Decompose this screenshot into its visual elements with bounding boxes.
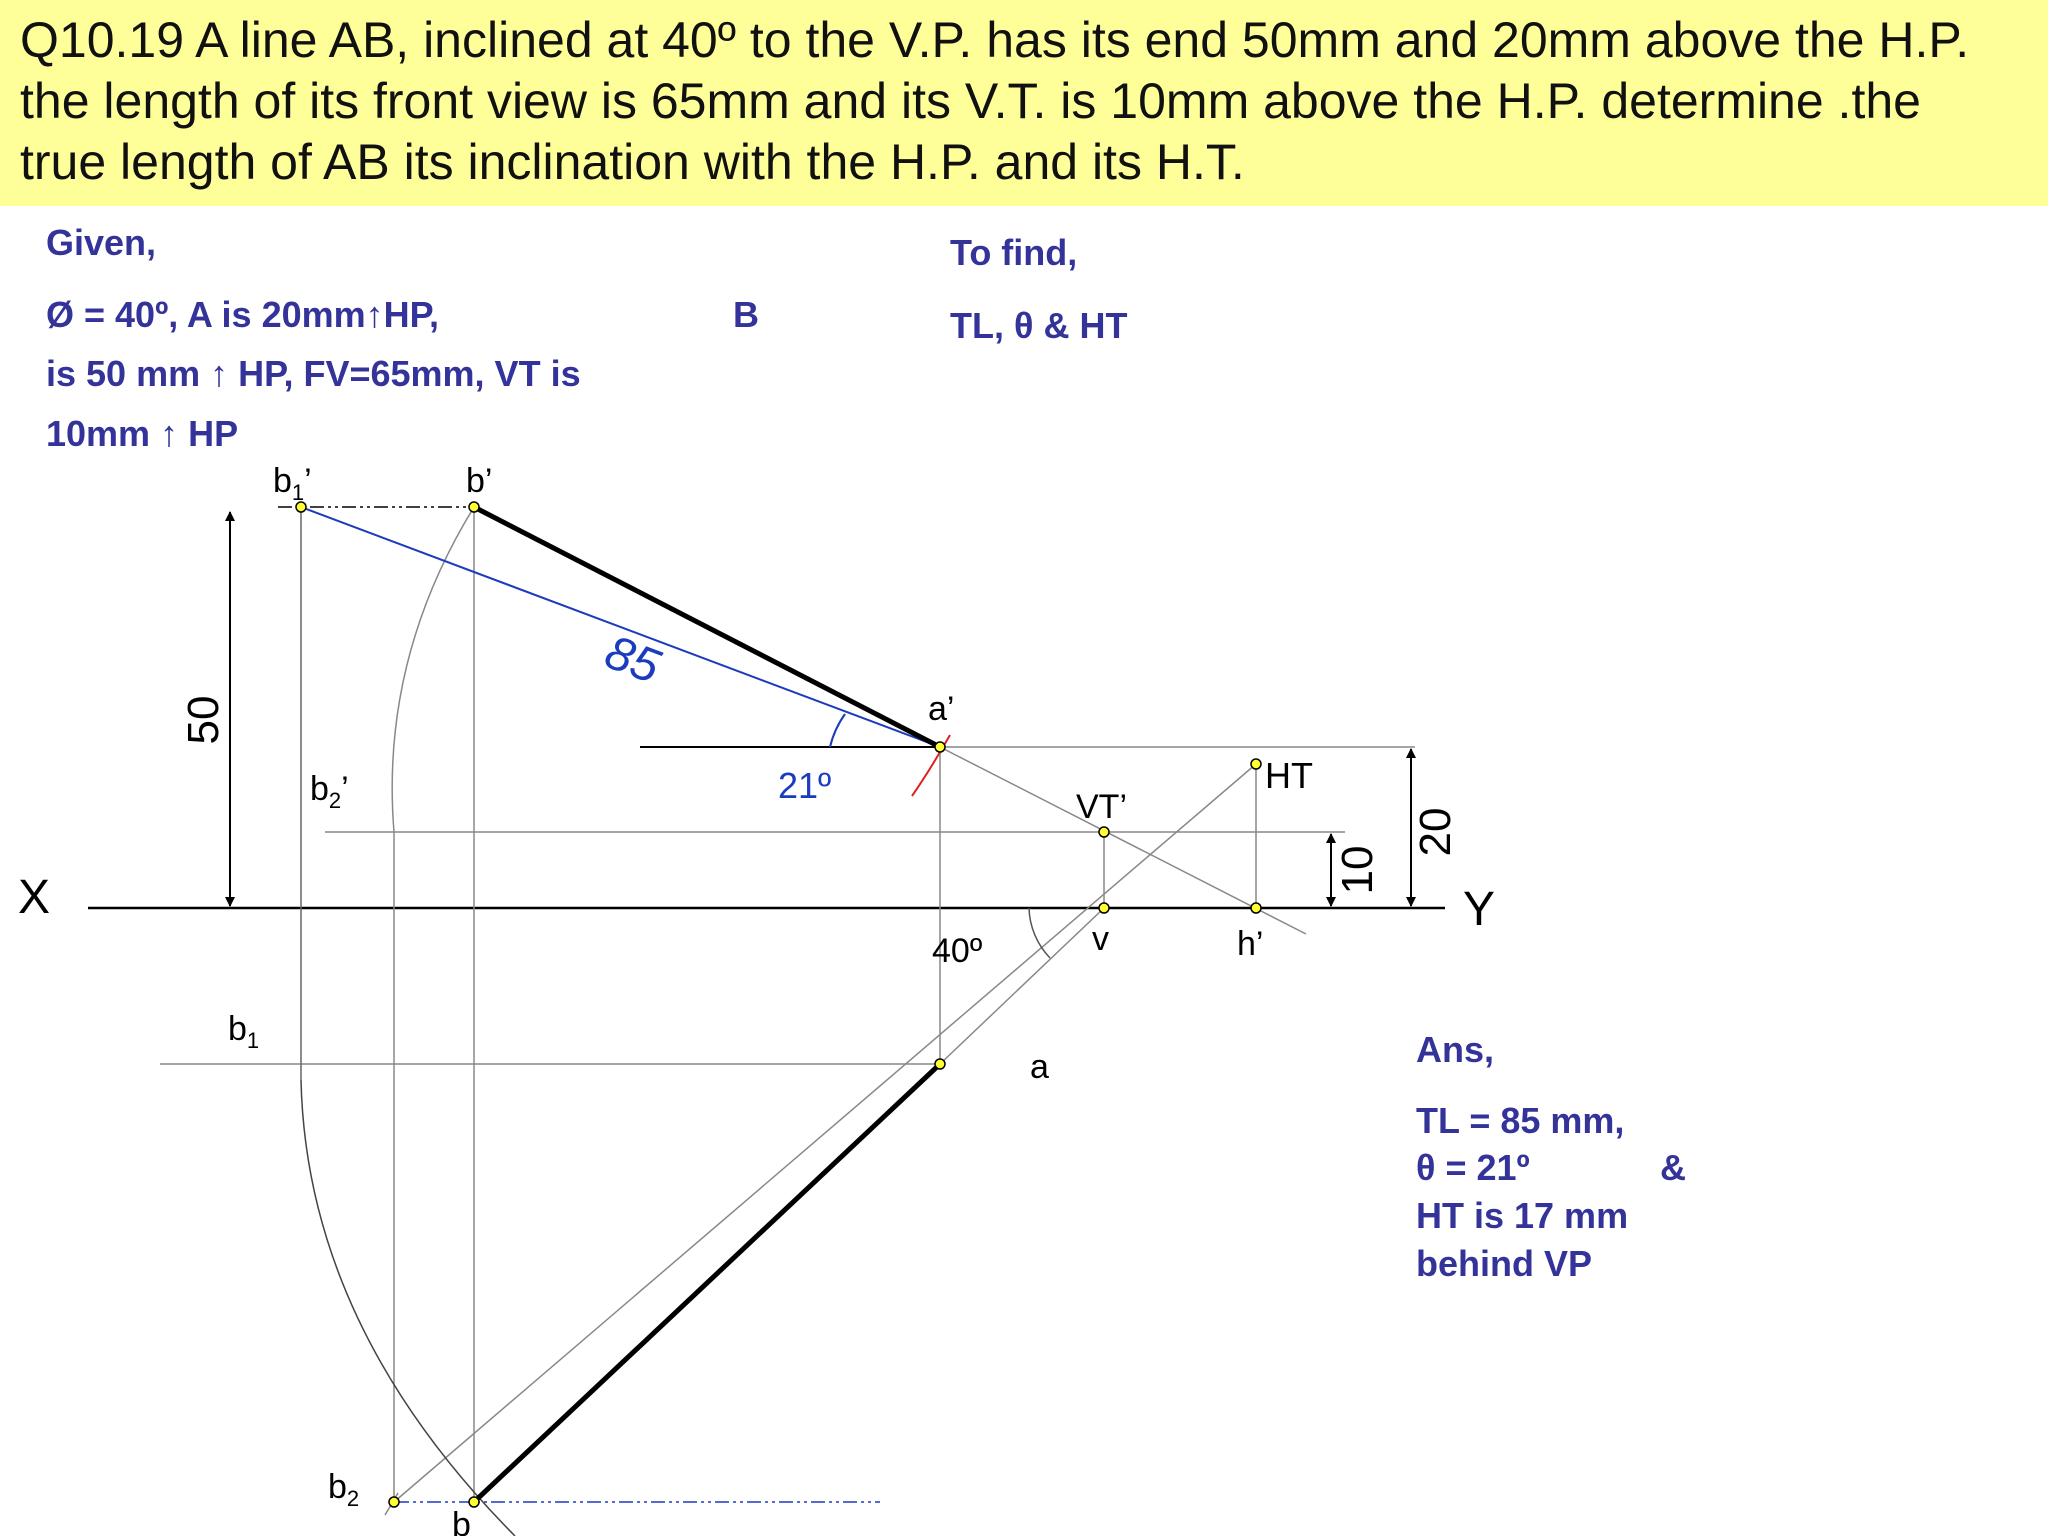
label-b1: $b_1$ <box>228 1010 260 1053</box>
to-find-items: TL, θ & HT <box>950 305 1128 346</box>
label-h-prime: h’ <box>1237 925 1264 963</box>
given-line-1-b: B <box>733 294 759 335</box>
answer-theta: θ = 21º <box>1416 1147 1530 1188</box>
phi-angle-arc <box>1029 908 1050 958</box>
given-line-2: is 50 mm ↑ HP, FV=65mm, VT is <box>46 353 581 394</box>
top-view-line <box>474 1064 940 1502</box>
dimension-10-label: 10 <box>1333 845 1382 895</box>
point-a-prime <box>935 742 945 752</box>
to-find-heading: To find, <box>950 232 1078 273</box>
given-line-3: 10mm ↑ HP <box>46 413 239 454</box>
label-b2: $b_2$ <box>328 1468 360 1511</box>
answer-ampersand: & <box>1660 1147 1686 1188</box>
answer-heading: Ans, <box>1416 1029 1495 1070</box>
label-a: a <box>1030 1048 1049 1086</box>
question-line-1: Q10.19 A line AB, inclined at 40º to the V.P. has its end 50mm and 20mm above the H.P. <box>20 12 1970 68</box>
label-b: b <box>452 1506 471 1536</box>
answer-ht-line-1: HT is 17 mm <box>1416 1195 1629 1236</box>
axis-label-x: X <box>18 871 51 924</box>
label-vt-prime: VT’ <box>1076 788 1127 826</box>
theta-angle-arc <box>830 714 845 747</box>
label-v: v <box>1092 920 1109 958</box>
point-b-prime <box>469 502 479 512</box>
phi-angle-label: 40º <box>932 932 983 970</box>
label-a-prime: a’ <box>928 690 955 728</box>
given-line-1: Ø = 40º, A is 20mm↑HP, <box>46 294 440 335</box>
theta-angle-label: 21º <box>778 765 832 806</box>
question-line-3: true length of AB its inclination with the H.P. and its H.T. <box>20 134 1245 190</box>
b2-to-ht-line <box>394 764 1256 1502</box>
label-b2-prime: $b_2$’ <box>310 770 349 813</box>
given-heading: Given, <box>46 222 157 263</box>
answer-ht-line-2: behind VP <box>1416 1243 1593 1284</box>
point-ht <box>1251 759 1261 769</box>
point-a <box>935 1059 945 1069</box>
label-ht: HT <box>1265 755 1313 796</box>
point-v <box>1099 903 1109 913</box>
answer-tl: TL = 85 mm, <box>1416 1100 1625 1141</box>
dimension-50-label: 50 <box>179 695 228 745</box>
point-vt-prime <box>1099 827 1109 837</box>
front-view-line <box>474 507 940 747</box>
question-line-2: the length of its front view is 65mm and its V.T. is 10mm above the H.P. determine .the <box>20 73 1921 129</box>
label-b-prime: b’ <box>466 462 493 500</box>
point-b2 <box>389 1497 399 1507</box>
axis-label-y: Y <box>1463 883 1496 936</box>
dimension-20-label: 20 <box>1411 807 1460 857</box>
point-h-prime <box>1251 903 1261 913</box>
true-length-value: 85 <box>598 625 667 695</box>
label-b1-prime: $b_1$’ <box>273 462 312 505</box>
